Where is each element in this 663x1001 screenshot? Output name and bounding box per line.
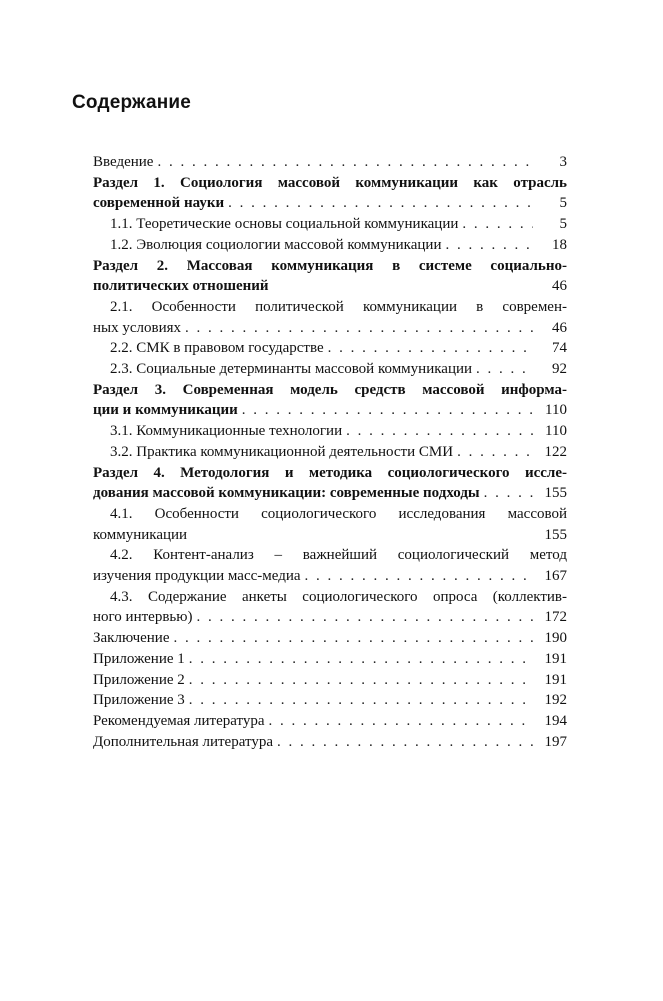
toc-entry-title: Приложение 3 [93, 692, 185, 709]
dot-leader [189, 690, 533, 711]
toc-entry-appendix-3[interactable] [93, 690, 567, 711]
toc-entry-section-2[interactable] [93, 256, 567, 297]
toc-page-number: 167 [544, 568, 567, 585]
toc-entry-title: Приложение 2 [93, 671, 185, 688]
toc-entry-title-line2: коммуникации [93, 526, 188, 543]
dot-leader [185, 318, 533, 339]
toc-entry-2-2[interactable] [93, 338, 567, 359]
toc-entry-title: Введение [93, 154, 154, 170]
toc-page-number: 192 [544, 692, 567, 709]
toc-entry-title-line1: Раздел 1. Социология массовой коммуникации как отрасль [93, 174, 567, 191]
toc-entry-title-line2: политических отношений [93, 278, 269, 295]
toc-entry-4-3[interactable] [93, 587, 567, 628]
toc-entry-2-1[interactable] [93, 297, 567, 338]
toc-page-number: 194 [544, 712, 567, 729]
dot-leader [242, 400, 533, 421]
toc-entry-4-2[interactable] [93, 545, 567, 586]
dot-leader [277, 732, 533, 753]
dot-leader [446, 235, 534, 256]
dot-leader [269, 711, 533, 732]
toc-entry-4-1[interactable] [93, 504, 567, 545]
toc-page-number: 110 [545, 402, 567, 419]
toc-entry-title-line2: ции и коммуникации [93, 402, 238, 419]
dot-leader [476, 359, 533, 380]
toc-entry-appendix-2[interactable] [93, 670, 567, 691]
toc-entry-recommended-literature[interactable] [93, 711, 567, 732]
toc-entry-title: 2.3. Социальные детерминанты массовой коммуникации [110, 361, 473, 378]
dot-leader [196, 607, 533, 628]
toc-entry-title-line2: дования массовой коммуникации: современные подходы [93, 485, 480, 502]
dot-leader [346, 421, 533, 442]
toc-entry-title-line1: 4.2. Контент-анализ – важнейший социологический метод [110, 547, 567, 564]
toc-entry-title: 1.1. Теоретические основы социальной коммуникации [110, 216, 459, 233]
toc-page-number: 46 [552, 319, 567, 336]
toc-entry-title: 2.2. СМК в правовом государстве [110, 340, 324, 357]
dot-leader [157, 152, 533, 173]
toc-entry-title-line2: ного интервью) [93, 609, 193, 626]
toc-entry-title-line2: изучения продукции масс-медиа [93, 568, 301, 585]
toc-page-number: 5 [559, 216, 567, 233]
toc-entry-section-4[interactable] [93, 463, 567, 504]
dot-leader [189, 649, 533, 670]
dot-leader [174, 628, 534, 649]
dot-leader [305, 566, 533, 587]
toc-page-number: 92 [552, 361, 567, 378]
toc-entry-title-line2: ных условиях [93, 319, 182, 336]
toc-entry-title-line1: Раздел 4. Методология и методика социологического иссле- [93, 464, 567, 481]
toc-entry-title: 1.2. Эволюция социологии массовой коммуникации [110, 236, 442, 253]
toc-entry-3-2[interactable] [93, 442, 567, 463]
toc-entry-1-2[interactable] [93, 235, 567, 256]
toc-page-number: 18 [552, 236, 567, 253]
toc-entry-additional-literature[interactable] [93, 732, 567, 753]
toc-entry-2-3[interactable] [93, 359, 567, 380]
toc-page-number: 74 [552, 340, 567, 357]
toc-page-number: 155 [544, 485, 567, 502]
toc-page-number: 155 [544, 526, 567, 543]
toc-entry-appendix-1[interactable] [93, 649, 567, 670]
toc-entry-1-1[interactable] [93, 214, 567, 235]
toc-entry-title: 3.1. Коммуникационные технологии [110, 423, 343, 440]
toc-entry-title: Заключение [93, 630, 170, 647]
toc-page-number: 3 [559, 154, 567, 170]
dot-leader [228, 193, 533, 214]
toc-entry-title: Рекомендуемая литература [93, 712, 265, 729]
toc-entry-title: Приложение 1 [93, 650, 185, 667]
toc-page-number: 46 [552, 278, 567, 295]
dot-leader [189, 670, 533, 691]
toc-entry-title: Дополнительная литература [93, 733, 273, 750]
toc-entry-title: 3.2. Практика коммуникационной деятельности СМИ [110, 443, 454, 460]
dot-leader [457, 442, 533, 463]
toc-entry-title-line1: 4.1. Особенности социологического исследования массовой [110, 505, 567, 522]
toc-entry-section-1[interactable] [93, 173, 567, 214]
toc-page-number: 110 [545, 423, 567, 440]
toc-entry-title-line1: 4.3. Содержание анкеты социологического опроса (коллектив- [110, 588, 567, 605]
toc-page-number: 5 [559, 195, 567, 212]
toc-entry-conclusion[interactable] [93, 628, 567, 649]
dot-leader [328, 338, 533, 359]
toc-page-number: 197 [544, 733, 567, 750]
toc-entry-title-line1: 2.1. Особенности политической коммуникации в современ- [110, 298, 567, 315]
toc-page-number: 122 [544, 443, 567, 460]
page-title: Содержание [72, 92, 192, 113]
toc-entry-section-3[interactable] [93, 380, 567, 421]
toc-page-number: 191 [544, 650, 567, 667]
toc-entry-3-1[interactable] [93, 421, 567, 442]
table-of-contents [93, 152, 567, 752]
toc-entry-introduction[interactable] [93, 152, 567, 173]
toc-entry-title-line2: современной науки [93, 195, 225, 212]
dot-leader [462, 214, 533, 235]
toc-entry-title-line1: Раздел 2. Массовая коммуникация в системе социально- [93, 257, 567, 274]
dot-leader [484, 483, 533, 504]
toc-page-number: 191 [544, 671, 567, 688]
toc-entry-title-line1: Раздел 3. Современная модель средств массовой информа- [93, 381, 567, 398]
toc-page-number: 172 [544, 609, 567, 626]
toc-page-number: 190 [544, 630, 567, 647]
